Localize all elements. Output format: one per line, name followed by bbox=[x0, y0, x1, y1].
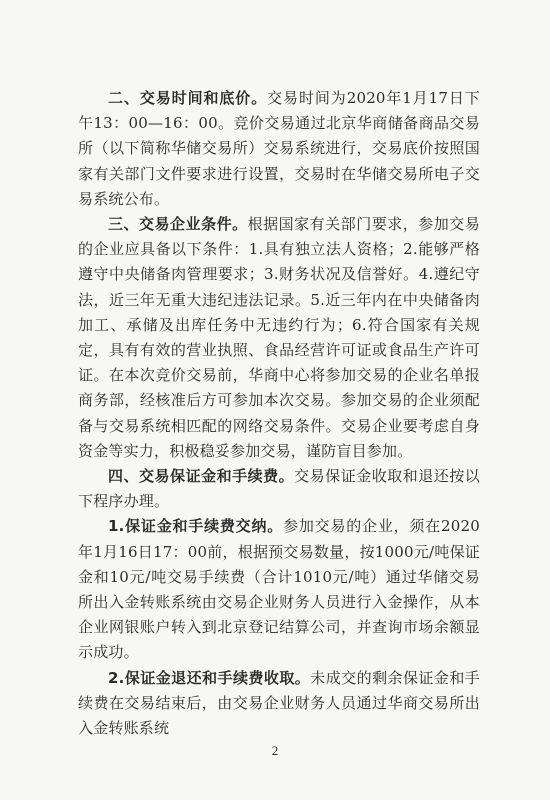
paragraph-enterprise-conditions bbox=[78, 212, 480, 464]
paragraph-deposit-refund bbox=[78, 666, 480, 742]
heading-deposit-fees: 四、交易保证金和手续费。 bbox=[108, 467, 295, 486]
heading-deposit-refund: 2.保证金退还和手续费收取。 bbox=[108, 668, 311, 687]
heading-trading-time: 二、交易时间和底价。 bbox=[108, 89, 268, 107]
paragraph-deposit-payment bbox=[78, 514, 480, 665]
heading-enterprise-conditions: 三、交易企业条件。 bbox=[108, 215, 248, 234]
text-deposit-fees: 交易保证金收取和退还按以下程序办理。 bbox=[78, 467, 480, 511]
text-deposit-payment: 参加交易的企业，须在2020年1月16日17：00前，根据预交易数量，按1000元/吨保证金和10元/吨交易手续费（合计1010元/吨）通过华储交易所出入金转账系统由交易企业财务人员进行入金操作，从本企业网银账户转入到北京登记结算公司，并查询市场余额显示成功。 bbox=[78, 517, 480, 662]
document-body bbox=[78, 86, 480, 741]
text-deposit-refund: 未成交的剩余保证金和手续费在交易结束后，由交易企业财务人员通过华商交易所出入金转账系统 bbox=[78, 668, 480, 738]
page-number: 2 bbox=[271, 743, 279, 758]
text-enterprise-conditions: 根据国家有关部门要求，参加交易的企业应具备以下条件：1.具有独立法人资格；2.能够严格遵守中央储备肉管理要求；3.财务状况及信誉好。4.遵纪守法，近三年无重大违纪违法记录。5.近三年内在中央储备肉加工、承储及出库任务中无违约行为；6.符合国家有关规定，具有有效的营业执照、食品经营许可证或食品生产许可证。在本次竞价交易前，华商中心将参加交易的企业名单报商务部，经核准后方可参加本次交易。参加交易的企业须配备与交易系统相匹配的网络交易条件。交易企业要考虑自身资金等实力，积极稳妥参加交易，谨防盲目参加。 bbox=[78, 215, 480, 460]
heading-deposit-payment: 1.保证金和手续费交纳。 bbox=[108, 517, 284, 536]
text-trading-time: 交易时间为2020年1月17日下午13：00—16：00。竞价交易通过北京华商储备商品交易所（以下简称华储交易所）交易系统进行，交易底价按照国家有关部门文件要求进行设置，交易时在华储交易所电子交易系统公布。 bbox=[78, 89, 480, 208]
paragraph-deposit-fees bbox=[78, 464, 480, 514]
paragraph-trading-time bbox=[78, 86, 480, 212]
